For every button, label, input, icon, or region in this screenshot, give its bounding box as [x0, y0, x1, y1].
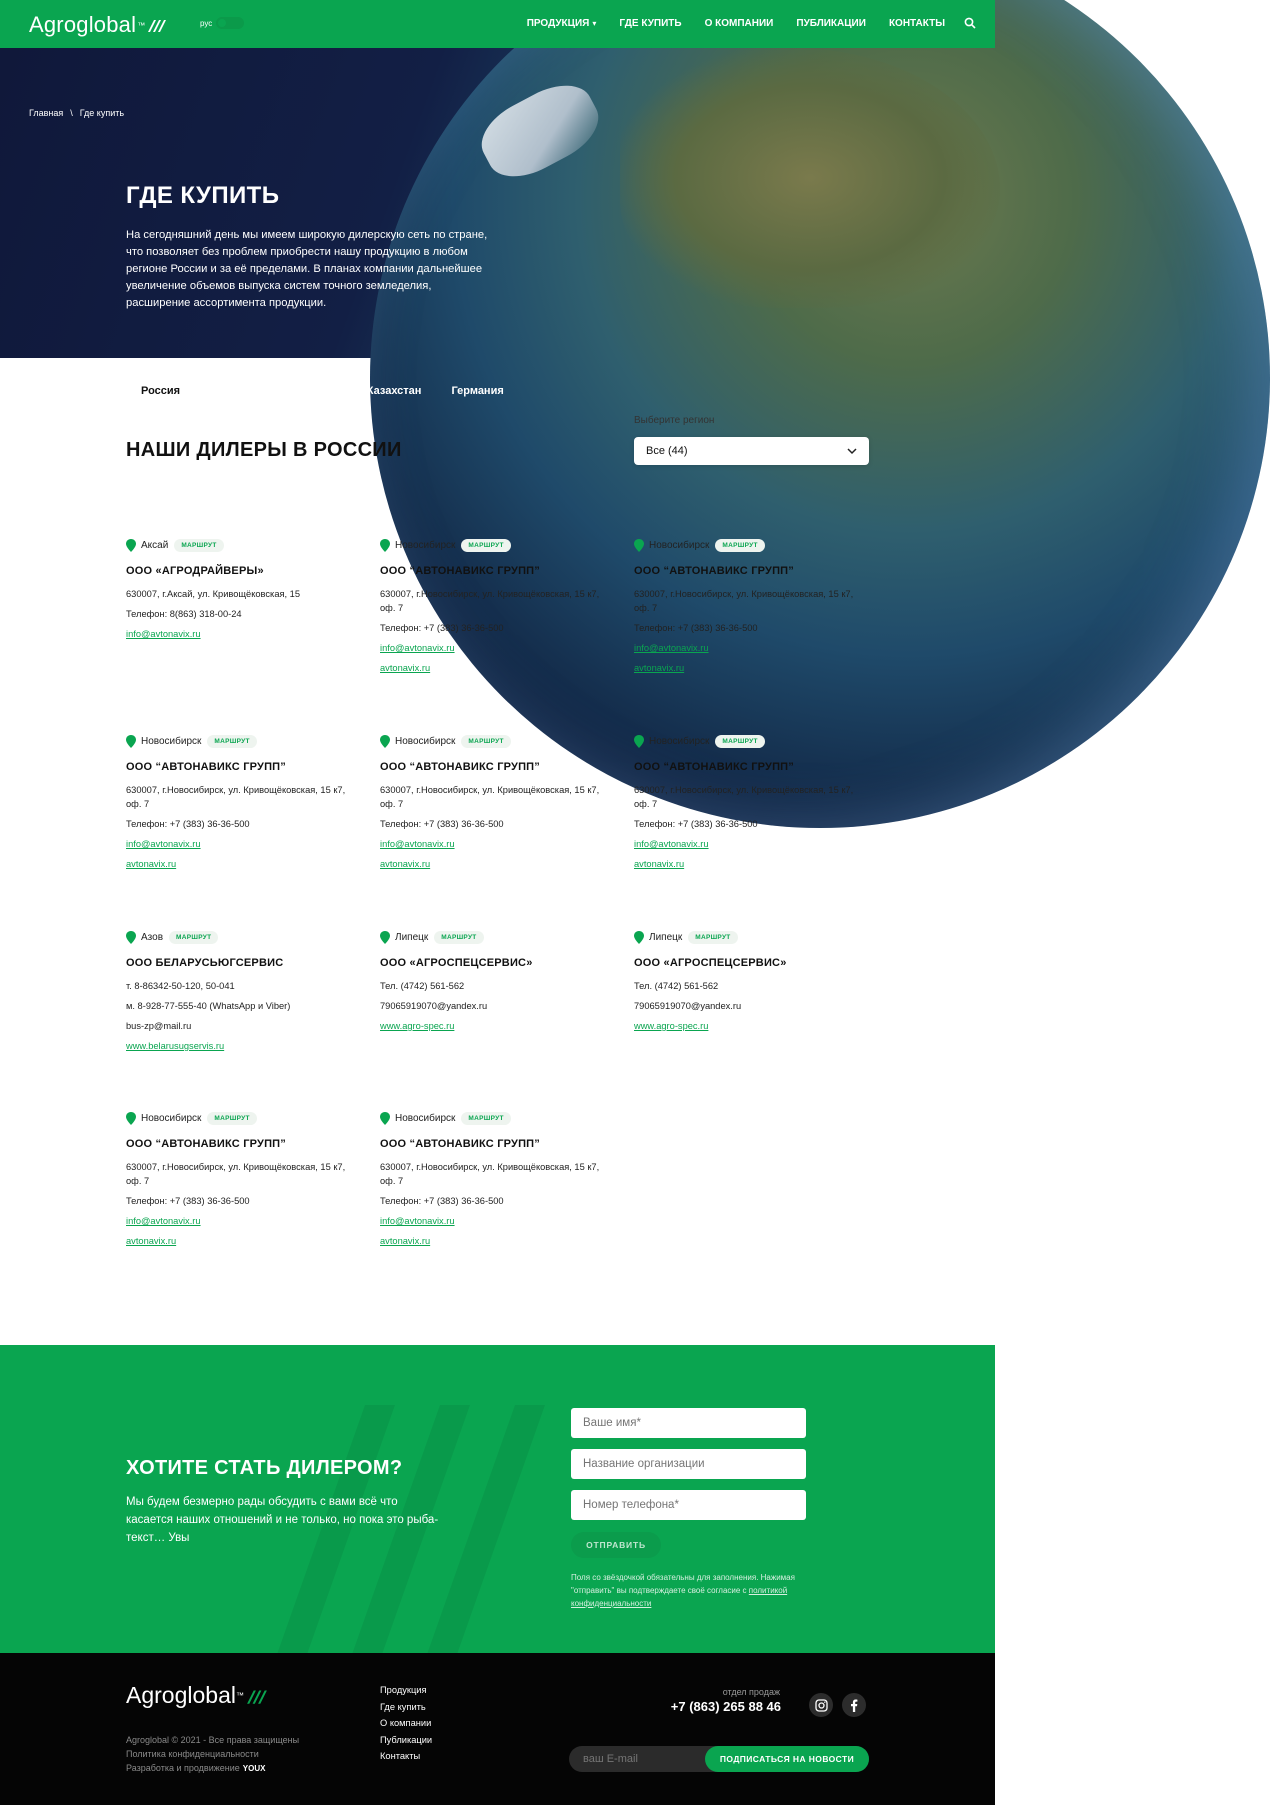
dealer-info-line: м. 8-928-77-555-40 (WhatsApp и Viber) [126, 1001, 291, 1011]
dealer-info-line: 630007, г.Аксай, ул. Кривощёковская, 15 [126, 589, 301, 599]
dealer-info-line: Телефон: +7 (383) 36-36-500 [380, 623, 504, 633]
footer-link-products[interactable]: Продукция [380, 1685, 427, 1695]
footer-link-publications[interactable]: Публикации [380, 1734, 433, 1745]
region-select-value: Все (44) [646, 445, 688, 457]
footer-logo[interactable]: Agroglobal ™ [126, 1682, 268, 1709]
subscribe-form [569, 1746, 869, 1772]
dealer-link[interactable]: www.agro-spec.ru [380, 1021, 455, 1031]
dealer-name: ООО БЕЛАРУСЬЮГСЕРВИС [126, 957, 284, 969]
facebook-icon[interactable] [842, 1693, 866, 1717]
tab-russia[interactable]: Россия [126, 376, 195, 406]
dealer-card [126, 929, 356, 1059]
breadcrumb-separator: \ [70, 108, 73, 118]
hero-description: На сегодняшний день мы имеем широкую дилерскую сеть по стране, что позволяет без проблем приобрести нашу продукцию в любом регионе России и за её пределами. В планах компании дальнейшее увеличение объемов выпуска систем точного земледелия, расширение ассортимента продукции. [126, 229, 488, 309]
dealer-info-line: Телефон: 8(863) 318-00-24 [126, 609, 242, 619]
dealer-card [634, 929, 864, 1039]
dealer-info-line: Телефон: +7 (383) 36-36-500 [634, 623, 758, 633]
dealer-city: Новосибирск [649, 539, 710, 551]
dealer-link[interactable]: avtonavix.ru [126, 1236, 177, 1246]
dealer-info-line: bus-zp@mail.ru [126, 1021, 192, 1031]
dealer-location [380, 733, 610, 749]
sales-dept-label: отдел продаж [722, 1687, 780, 1697]
dealer-info-line: 630007, г.Новосибирск, ул. Кривощёковская, 15 к7, оф. 7 [380, 589, 600, 613]
footer-logo-text: Agroglobal [126, 1682, 236, 1708]
dealer-info-line: 79065919070@yandex.ru [634, 1001, 742, 1011]
nav-products[interactable]: ПРОДУКЦИЯ ▾ [526, 18, 597, 29]
dealer-info-line: 630007, г.Новосибирск, ул. Кривощёковская, 15 к7, оф. 7 [380, 785, 600, 809]
tab-kazakhstan[interactable]: Казахстан [366, 385, 422, 397]
breadcrumb-home[interactable]: Главная [29, 108, 64, 118]
dealer-link[interactable]: info@avtonavix.ru [126, 839, 201, 849]
nav-contacts[interactable]: КОНТАКТЫ [888, 18, 945, 29]
dealer-info-line: 79065919070@yandex.ru [380, 1001, 488, 1011]
dealer-link[interactable]: info@avtonavix.ru [634, 839, 709, 849]
footer-link-contacts[interactable]: Контакты [380, 1751, 421, 1761]
footer-legal [126, 1733, 299, 1776]
dealer-city: Новосибирск [395, 539, 456, 551]
phone-field[interactable] [571, 1490, 806, 1520]
dealer-info-line: 630007, г.Новосибирск, ул. Кривощёковская, 15 к7, оф. 7 [380, 1162, 600, 1186]
map-pin-icon [380, 931, 390, 944]
dealer-info-line: Тел. (4742) 561-562 [380, 981, 465, 991]
dealer-name: ООО “АВТОНАВИКС ГРУПП” [380, 565, 540, 577]
form-note: Поля со звёздочкой обязательны для заполнения. Нажимая "отправить" вы подтверждаете своё согласие с политикой конфиденциальности [571, 1573, 795, 1608]
dealer-name: ООО «АГРОСПЕЦСЕРВИС» [634, 957, 787, 969]
dealer-card [126, 537, 356, 647]
sales-phone[interactable]: +7 (863) 265 88 46 [670, 1699, 781, 1714]
name-field[interactable] [571, 1408, 806, 1438]
dealer-location [126, 1110, 356, 1126]
become-dealer-section [0, 1345, 995, 1653]
country-tabs [126, 376, 519, 406]
map-pin-icon [126, 539, 136, 552]
route-button[interactable]: МАРШРУТ [715, 735, 764, 748]
dealer-card [380, 929, 610, 1039]
region-select[interactable] [634, 437, 869, 465]
dealer-name: ООО “АВТОНАВИКС ГРУПП” [126, 1138, 286, 1150]
route-button[interactable]: МАРШРУТ [461, 735, 510, 748]
map-pin-icon [380, 539, 390, 552]
logo-text: Agroglobal [29, 12, 137, 37]
dealer-info-line: Телефон: +7 (383) 36-36-500 [634, 819, 758, 829]
route-button[interactable]: МАРШРУТ [688, 931, 737, 944]
route-button[interactable]: МАРШРУТ [207, 1112, 256, 1125]
search-icon[interactable] [964, 17, 976, 29]
dealer-city: Новосибирск [395, 735, 456, 747]
language-switch[interactable] [200, 17, 244, 29]
route-button[interactable]: МАРШРУТ [174, 539, 223, 552]
dealer-card [380, 733, 610, 877]
dealer-link[interactable]: avtonavix.ru [634, 663, 685, 673]
language-code: рус [200, 18, 213, 28]
page-title: ГДЕ КУПИТЬ [126, 182, 280, 209]
breadcrumb [29, 108, 124, 118]
route-button[interactable]: МАРШРУТ [461, 1112, 510, 1125]
dealer-info-line: 630007, г.Новосибирск, ул. Кривощёковская, 15 к7, оф. 7 [634, 589, 854, 613]
dealer-link[interactable]: www.agro-spec.ru [634, 1021, 709, 1031]
dealer-info-line: Телефон: +7 (383) 36-36-500 [380, 819, 504, 829]
dealer-link[interactable]: avtonavix.ru [126, 859, 177, 869]
dealer-info-line: Телефон: +7 (383) 36-36-500 [126, 819, 250, 829]
dealer-card [126, 733, 356, 877]
route-button[interactable]: МАРШРУТ [207, 735, 256, 748]
dealer-link[interactable]: info@avtonavix.ru [380, 1216, 455, 1226]
dealer-city: Новосибирск [141, 735, 202, 747]
chevron-down-icon [847, 448, 857, 454]
dealer-name: ООО “АВТОНАВИКС ГРУПП” [634, 565, 794, 577]
dealer-name: ООО “АВТОНАВИКС ГРУПП” [126, 761, 286, 773]
dealer-name: ООО “АВТОНАВИКС ГРУПП” [380, 1138, 540, 1150]
become-dealer-text: Мы будем безмерно рады обсудить с вами всё что касается наших отношений и не только, но пока это рыба-текст… Увы [126, 1496, 439, 1544]
dealer-link[interactable]: info@avtonavix.ru [126, 629, 201, 639]
dealer-link[interactable]: info@avtonavix.ru [380, 643, 455, 653]
site-footer [0, 1653, 995, 1805]
map-pin-icon [126, 931, 136, 944]
tab-ukraine[interactable]: Украина [292, 385, 337, 397]
dealer-location [380, 1110, 610, 1126]
nav-about[interactable]: О КОМПАНИИ [704, 18, 774, 29]
dealer-info-line: Тел. (4742) 561-562 [634, 981, 719, 991]
route-button[interactable]: МАРШРУТ [434, 931, 483, 944]
dealer-location [634, 537, 864, 553]
tab-germany[interactable]: Германия [451, 385, 504, 397]
dealer-location [634, 929, 864, 945]
dealer-name: ООО «АГРОДРАЙВЕРЫ» [126, 565, 264, 577]
tab-belarus[interactable]: Беларусь [210, 385, 263, 397]
dealer-info-line: Телефон: +7 (383) 36-36-500 [380, 1196, 504, 1206]
map-pin-icon [126, 1112, 136, 1125]
main-nav [504, 18, 945, 29]
nav-publications[interactable]: ПУБЛИКАЦИИ [796, 18, 866, 29]
dealer-link[interactable]: info@avtonavix.ru [380, 839, 455, 849]
site-header [0, 0, 995, 48]
dealer-card [380, 537, 610, 681]
dealer-link[interactable]: avtonavix.ru [380, 1236, 431, 1246]
breadcrumb-current: Где купить [79, 108, 125, 118]
dealer-card [634, 537, 864, 681]
dealer-name: ООО “АВТОНАВИКС ГРУПП” [380, 761, 540, 773]
developer-credit: Разработка и продвижение YOUX [126, 1763, 266, 1773]
dealer-link[interactable]: avtonavix.ru [380, 663, 431, 673]
dealer-location [126, 929, 356, 945]
dealers-title: НАШИ ДИЛЕРЫ В РОССИИ [126, 439, 402, 461]
dealer-info-line: Телефон: +7 (383) 36-36-500 [126, 1196, 250, 1206]
hero-banner [0, 48, 995, 397]
dealer-location [634, 733, 864, 749]
dealer-location [380, 929, 610, 945]
dealer-city: Липецк [649, 931, 683, 943]
footer-link-about[interactable]: О компании [380, 1718, 432, 1728]
footer-privacy-link[interactable]: Политика конфиденциальности [126, 1749, 259, 1759]
become-dealer-title: ХОТИТЕ СТАТЬ ДИЛЕРОМ? [126, 1457, 403, 1479]
dealer-location [380, 537, 610, 553]
footer-logo-bars-icon [246, 1687, 268, 1705]
dealer-link[interactable]: avtonavix.ru [634, 859, 685, 869]
route-button[interactable]: МАРШРУТ [715, 539, 764, 552]
dealer-city: Новосибирск [395, 1112, 456, 1124]
dealer-info-line: 630007, г.Новосибирск, ул. Кривощёковская, 15 к7, оф. 7 [126, 1162, 346, 1186]
chevron-down-icon: ▾ [592, 19, 597, 28]
dealer-link[interactable]: avtonavix.ru [380, 859, 431, 869]
dealer-city: Новосибирск [141, 1112, 202, 1124]
dealer-city: Новосибирск [649, 735, 710, 747]
logo[interactable]: Agroglobal ™ [29, 12, 167, 38]
footer-menu [380, 1685, 432, 1768]
map-pin-icon [380, 1112, 390, 1125]
privacy-policy-link[interactable]: политикой конфиденциальности [571, 1586, 788, 1608]
region-label: Выберите регион [634, 415, 715, 426]
dealer-city: Азов [141, 931, 164, 943]
map-pin-icon [634, 735, 644, 748]
send-button[interactable]: ОТПРАВИТЬ [571, 1532, 661, 1558]
instagram-icon[interactable] [809, 1693, 833, 1717]
dealer-info-line: 630007, г.Новосибирск, ул. Кривощёковская, 15 к7, оф. 7 [634, 785, 854, 809]
dealer-location [126, 537, 356, 553]
dealer-city: Липецк [395, 931, 429, 943]
dealer-city: Аксай [141, 539, 169, 551]
dealer-link[interactable]: info@avtonavix.ru [126, 1216, 201, 1226]
dealer-name: ООО «АГРОСПЕЦСЕРВИС» [380, 957, 533, 969]
copyright: Agroglobal © 2021 - Все права защищены [126, 1735, 300, 1745]
map-pin-icon [126, 735, 136, 748]
nav-where-to-buy[interactable]: ГДЕ КУПИТЬ [619, 18, 682, 29]
map-pin-icon [634, 931, 644, 944]
organization-field[interactable] [571, 1449, 806, 1479]
map-pin-icon [380, 735, 390, 748]
logo-bars-icon [147, 17, 167, 33]
map-pin-icon [634, 539, 644, 552]
dealer-card [380, 1110, 610, 1254]
dealer-link[interactable]: info@avtonavix.ru [634, 643, 709, 653]
subscribe-button[interactable]: ПОДПИСАТЬСЯ НА НОВОСТИ [705, 1746, 869, 1772]
dealer-info-line: 630007, г.Новосибирск, ул. Кривощёковская, 15 к7, оф. 7 [126, 785, 346, 809]
dealer-link[interactable]: www.belarusugservis.ru [126, 1041, 225, 1051]
dealer-info-line: т. 8-86342-50-120, 50-041 [126, 981, 235, 991]
route-button[interactable]: МАРШРУТ [169, 931, 218, 944]
developer-link[interactable]: YOUX [242, 1764, 266, 1773]
dealer-card [126, 1110, 356, 1254]
dealer-card [634, 733, 864, 877]
dealer-location [126, 733, 356, 749]
footer-link-where-to-buy[interactable]: Где купить [380, 1701, 426, 1712]
route-button[interactable]: МАРШРУТ [461, 539, 510, 552]
language-toggle[interactable] [216, 17, 244, 29]
dealer-name: ООО “АВТОНАВИКС ГРУПП” [634, 761, 794, 773]
